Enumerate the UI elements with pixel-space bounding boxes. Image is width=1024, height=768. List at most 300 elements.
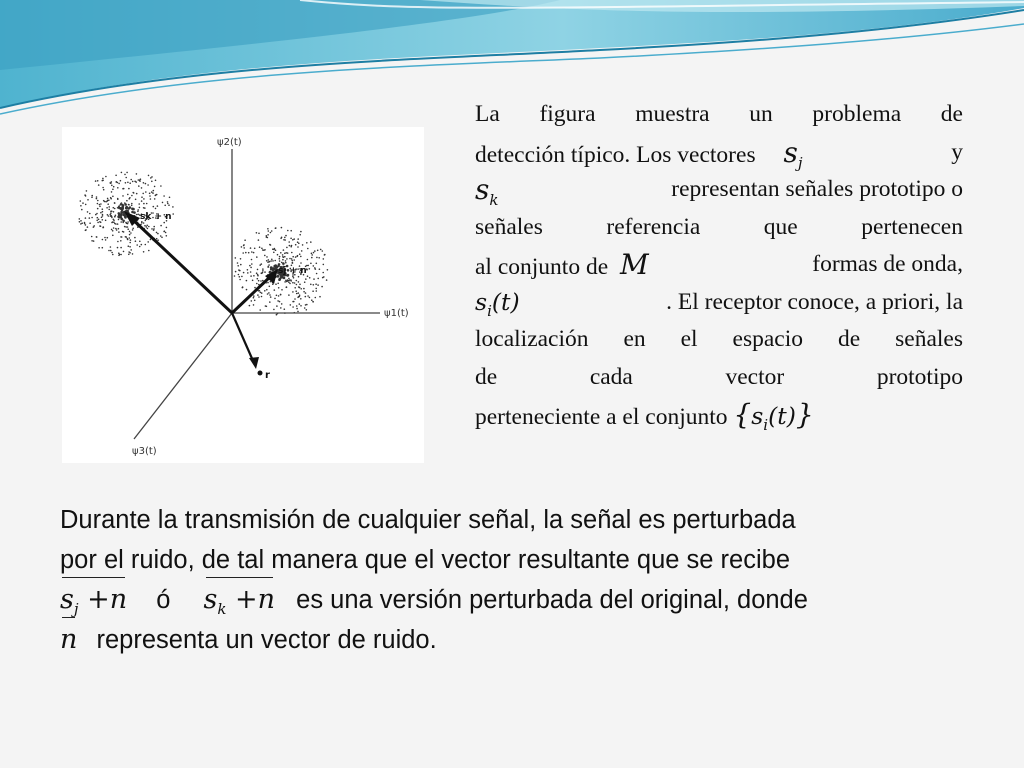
noise-dot: [125, 222, 127, 224]
noise-dot: [105, 220, 107, 222]
noise-dot: [249, 305, 251, 307]
noise-dot: [278, 287, 280, 289]
noise-dot: [292, 239, 294, 241]
noise-dot: [103, 189, 105, 191]
noise-dot: [96, 198, 98, 200]
noise-dot: [126, 200, 128, 202]
noise-dot: [97, 222, 99, 224]
label-r: r: [265, 370, 270, 381]
noise-dot: [270, 232, 272, 234]
noise-dot: [304, 307, 306, 309]
noise-dot: [251, 251, 253, 253]
noise-dot: [80, 200, 82, 202]
noise-dot: [297, 297, 299, 299]
noise-dot: [290, 304, 292, 306]
noise-dot: [96, 196, 98, 198]
noise-dot: [117, 187, 119, 189]
noise-dot: [268, 264, 270, 266]
noise-dot: [316, 290, 318, 292]
noise-dot: [315, 297, 317, 299]
noise-dot: [122, 205, 125, 208]
noise-dot: [118, 255, 120, 257]
noise-dot: [129, 237, 131, 239]
noise-dot: [93, 240, 95, 242]
noise-dot: [91, 197, 93, 199]
noise-dot: [274, 289, 276, 291]
noise-dot: [124, 215, 127, 218]
noise-dot: [102, 178, 104, 180]
noise-dot: [102, 239, 104, 241]
noise-dot: [270, 268, 273, 271]
noise-dot: [141, 222, 143, 224]
noise-dot: [136, 193, 138, 195]
noise-dot: [300, 231, 302, 233]
noise-dot: [269, 301, 271, 303]
noise-dot: [239, 279, 241, 281]
noise-dot: [306, 309, 308, 311]
noise-dot: [151, 228, 153, 230]
noise-dot: [257, 294, 259, 296]
noise-dot: [253, 295, 255, 297]
noise-dot: [241, 246, 243, 248]
noise-dot: [285, 235, 287, 237]
noise-dot: [292, 291, 294, 293]
noise-dot: [117, 215, 120, 218]
noise-dot: [291, 252, 293, 254]
noise-dot: [163, 222, 165, 224]
noise-dot: [266, 260, 268, 262]
p2-text-4: representa un vector de ruido.: [96, 626, 437, 654]
noise-dot: [102, 187, 104, 189]
set-symbol-sub: i: [763, 416, 769, 434]
vector-r-arrowhead: [249, 357, 259, 369]
noise-dot: [108, 250, 110, 252]
noise-dot: [141, 244, 143, 246]
noise-dot: [283, 249, 285, 251]
noise-dot: [251, 263, 253, 265]
noise-dot: [293, 259, 295, 261]
noise-dot: [288, 241, 290, 243]
noise-dot: [91, 240, 93, 242]
noise-dot: [108, 206, 110, 208]
noise-dot: [314, 250, 316, 252]
noise-dot: [272, 260, 274, 262]
noise-dot: [107, 203, 109, 205]
noise-dot: [267, 228, 269, 230]
noise-dot: [127, 194, 129, 196]
noise-dot: [244, 239, 246, 241]
noise-dot: [89, 217, 91, 219]
noise-dot: [136, 244, 138, 246]
noise-dot: [259, 246, 261, 248]
noise-dot: [318, 257, 320, 259]
point-r: [258, 371, 263, 376]
noise-dot: [79, 221, 81, 223]
noise-dot: [293, 301, 295, 303]
noise-dot: [300, 262, 302, 264]
noise-dot: [254, 248, 256, 250]
noise-dot: [110, 197, 112, 199]
noise-dot: [153, 206, 155, 208]
noise-dot: [280, 294, 282, 296]
noise-dot: [121, 202, 123, 204]
noise-dot: [138, 185, 140, 187]
noise-dot: [254, 287, 256, 289]
noise-dot: [261, 296, 263, 298]
noise-dot: [118, 183, 120, 185]
noise-dot: [81, 222, 83, 224]
noise-dot: [266, 256, 268, 258]
noise-dot: [144, 225, 146, 227]
noise-dot: [288, 294, 290, 296]
noise-dot: [296, 305, 298, 307]
noise-dot: [291, 260, 293, 262]
noise-dot: [307, 265, 309, 267]
noise-dot: [284, 281, 286, 283]
noise-dot: [240, 258, 242, 260]
noise-dot: [285, 252, 287, 254]
p1-text-5a: al conjunto de: [475, 254, 609, 280]
p1-text-9: perteneciente a el conjunto: [475, 404, 728, 430]
noise-dot: [130, 249, 132, 251]
noise-dot: [155, 180, 157, 182]
noise-dot: [123, 188, 125, 190]
noise-dot: [128, 204, 130, 206]
noise-description-paragraph: [60, 500, 972, 660]
p1-line-9: [475, 396, 963, 434]
noise-dot: [149, 195, 151, 197]
noise-dot: [264, 255, 266, 257]
noise-dot: [295, 256, 297, 258]
noise-dot: [264, 271, 266, 273]
noise-dot: [148, 250, 150, 252]
noise-dot: [102, 211, 104, 213]
noise-dot: [138, 203, 140, 205]
noise-dot: [309, 277, 311, 279]
p1-text-3: representan señales prototipo o: [671, 176, 963, 202]
symbol-si: s: [475, 287, 488, 316]
noise-dot: [289, 258, 291, 260]
noise-dot: [120, 221, 122, 223]
noise-dot: [288, 278, 290, 280]
noise-dot: [120, 180, 122, 182]
noise-dot: [250, 247, 252, 249]
noise-dot: [253, 275, 255, 277]
noise-dot: [312, 301, 314, 303]
noise-dot: [84, 222, 86, 224]
noise-dot: [114, 208, 116, 210]
signal-space-diagram: [62, 127, 424, 463]
noise-dot: [307, 248, 309, 250]
noise-dot: [299, 253, 301, 255]
noise-dot: [300, 305, 302, 307]
noise-dot: [298, 281, 300, 283]
noise-dot: [286, 247, 288, 249]
noise-dot: [274, 298, 276, 300]
label-psi1: ψ1(t): [384, 308, 409, 319]
noise-dot: [293, 238, 295, 240]
noise-dot: [317, 284, 319, 286]
noise-dot: [122, 222, 124, 224]
label-psi2: ψ2(t): [217, 137, 242, 148]
noise-dot: [131, 195, 133, 197]
noise-dot: [315, 288, 317, 290]
p1-line-8: [475, 359, 963, 397]
noise-dot: [132, 181, 134, 183]
noise-dot: [132, 253, 134, 255]
noise-dot: [117, 198, 119, 200]
noise-dot: [279, 260, 281, 262]
noise-dot: [261, 292, 263, 294]
noise-dot: [256, 232, 258, 234]
noise-dot: [287, 252, 289, 254]
vector-r: [232, 313, 254, 363]
noise-dot: [271, 230, 273, 232]
p1-line-6: [475, 284, 963, 322]
p1-text-8-w1: de: [475, 363, 498, 390]
noise-dot: [143, 207, 145, 209]
noise-dot: [243, 247, 245, 249]
p1-text-4: señales referencia que pertenecen: [475, 213, 963, 240]
noise-dot: [156, 232, 158, 234]
noise-dot: [310, 263, 312, 265]
noise-dot: [128, 245, 130, 247]
noise-dot: [242, 252, 244, 254]
noise-dot: [118, 231, 120, 233]
noise-dot: [285, 262, 287, 264]
noise-dot: [120, 240, 122, 242]
noise-dot: [127, 221, 129, 223]
noise-dot: [289, 283, 291, 285]
noise-dot: [153, 190, 155, 192]
noise-dot: [121, 207, 124, 210]
noise-dot: [157, 233, 159, 235]
noise-dot: [154, 186, 156, 188]
noise-dot: [98, 184, 100, 186]
noise-dot: [136, 214, 138, 216]
noise-dot: [260, 280, 262, 282]
noise-dot: [112, 254, 114, 256]
noise-dot: [296, 280, 298, 282]
noise-dot: [260, 292, 262, 294]
noise-dot: [97, 217, 99, 219]
noise-dot: [311, 257, 313, 259]
noise-dot: [243, 245, 245, 247]
noise-dot: [256, 272, 258, 274]
noise-dot: [294, 298, 296, 300]
noise-dot: [240, 264, 242, 266]
noise-dot: [105, 176, 107, 178]
noise-dot: [102, 219, 104, 221]
p1-text-5b: formas de onda,: [812, 251, 963, 277]
noise-dot: [117, 182, 119, 184]
noise-dot: [258, 296, 260, 298]
p1-text-8-w2: cada: [589, 363, 633, 390]
noise-dot: [282, 254, 284, 256]
noise-dot: [281, 303, 283, 305]
noise-dot: [143, 203, 145, 205]
noise-dot: [262, 249, 264, 251]
noise-dot: [127, 226, 129, 228]
noise-dot: [141, 200, 143, 202]
noise-dot: [146, 226, 148, 228]
noise-dot: [300, 298, 302, 300]
noise-dot: [268, 230, 270, 232]
noise-dot: [239, 276, 241, 278]
noise-dot: [285, 260, 287, 262]
noise-dot: [267, 261, 269, 263]
noise-dot: [267, 293, 269, 295]
noise-dot: [269, 261, 271, 263]
noise-dot: [320, 249, 322, 251]
noise-dot: [267, 282, 269, 284]
p2-line-4: [60, 620, 972, 660]
noise-dot: [132, 229, 134, 231]
noise-dot: [145, 244, 147, 246]
noise-dot: [161, 237, 163, 239]
noise-dot: [101, 217, 103, 219]
noise-dot: [113, 186, 115, 188]
noise-dot: [273, 309, 275, 311]
noise-dot: [274, 248, 276, 250]
noise-dot: [157, 239, 159, 241]
noise-dot: [162, 202, 164, 204]
noise-dot: [312, 290, 314, 292]
p1-line-2: [475, 134, 963, 172]
noise-dot: [269, 294, 271, 296]
noise-dot: [167, 203, 169, 205]
noise-dot: [141, 196, 143, 198]
noise-dot: [118, 219, 120, 221]
noise-dot: [314, 267, 316, 269]
noise-dot: [129, 234, 131, 236]
noise-dot: [282, 256, 284, 258]
noise-dot: [279, 258, 281, 260]
symbol-sj: s: [783, 135, 798, 169]
noise-dot: [290, 246, 292, 248]
noise-dot: [270, 260, 272, 262]
noise-dot: [272, 283, 274, 285]
noise-dot: [107, 200, 109, 202]
noise-dot: [290, 280, 292, 282]
noise-dot: [109, 214, 111, 216]
noise-dot: [98, 247, 100, 249]
noise-dot: [130, 179, 132, 181]
noise-dot: [128, 254, 130, 256]
noise-dot: [257, 269, 259, 271]
noise-dot: [160, 225, 162, 227]
noise-dot: [257, 278, 259, 280]
noise-dot: [256, 256, 258, 258]
noise-dot: [305, 278, 307, 280]
noise-dot: [120, 214, 123, 217]
axis-psi3: [134, 313, 232, 439]
noise-dot: [298, 276, 300, 278]
noise-dot: [258, 280, 260, 282]
noise-dot: [270, 296, 272, 298]
noise-dot: [127, 228, 129, 230]
noise-dot: [268, 292, 270, 294]
noise-dot: [290, 230, 292, 232]
noise-dot: [301, 250, 303, 252]
noise-dot: [269, 272, 271, 274]
noise-dot: [294, 287, 296, 289]
noise-dot: [85, 204, 87, 206]
noise-dot: [322, 250, 324, 252]
noise-dot: [297, 241, 299, 243]
label-sk-n: sk + n: [140, 212, 172, 222]
noise-dot: [129, 231, 131, 233]
noise-dot: [284, 253, 286, 255]
noise-dot: [293, 277, 295, 279]
noise-dot: [238, 274, 240, 276]
set-brace-open: {: [733, 398, 752, 431]
noise-dot: [104, 237, 106, 239]
noise-dot: [235, 271, 237, 273]
noise-dot: [102, 215, 104, 217]
noise-dot: [264, 290, 266, 292]
noise-dot: [307, 295, 309, 297]
noise-dot: [249, 265, 251, 267]
noise-dot: [106, 207, 108, 209]
noise-dot: [154, 198, 156, 200]
noise-dot: [150, 239, 152, 241]
noise-dot: [253, 304, 255, 306]
noise-dot: [80, 220, 82, 222]
noise-dot: [165, 232, 167, 234]
noise-dot: [126, 172, 128, 174]
noise-dot: [311, 253, 313, 255]
noise-dot: [160, 185, 162, 187]
noise-dot: [300, 256, 302, 258]
noise-dot: [139, 207, 141, 209]
noise-dot: [147, 228, 149, 230]
noise-dot: [261, 248, 263, 250]
noise-dot: [129, 246, 131, 248]
noise-dot: [97, 180, 99, 182]
set-symbol-s: s: [751, 402, 764, 430]
noise-dot: [281, 227, 283, 229]
noise-dot: [166, 235, 168, 237]
noise-dot: [292, 282, 294, 284]
noise-dot: [113, 211, 115, 213]
noise-dot: [147, 241, 149, 243]
noise-dot: [111, 210, 113, 212]
noise-dot: [150, 198, 152, 200]
noise-dot: [105, 239, 107, 241]
noise-dot: [288, 281, 290, 283]
noise-dot: [279, 301, 281, 303]
noise-dot: [134, 237, 136, 239]
noise-dot: [124, 174, 126, 176]
label-sj-n: sj + n: [278, 266, 307, 276]
noise-dot: [118, 228, 120, 230]
noise-dot: [283, 239, 285, 241]
noise-dot: [114, 216, 116, 218]
p2-line-3: [60, 580, 972, 620]
noise-dot: [108, 209, 110, 211]
noise-dot: [96, 220, 98, 222]
noise-dot: [157, 205, 159, 207]
noise-dot: [316, 263, 318, 265]
noise-dot: [139, 246, 141, 248]
noise-dot: [132, 228, 134, 230]
noise-dot: [129, 242, 131, 244]
expr-sj-plus-n: $s_j +n$: [60, 580, 127, 623]
noise-dot: [85, 230, 87, 232]
noise-dot: [102, 247, 104, 249]
p1-text-2a: detección típico. Los vectores: [475, 141, 756, 168]
